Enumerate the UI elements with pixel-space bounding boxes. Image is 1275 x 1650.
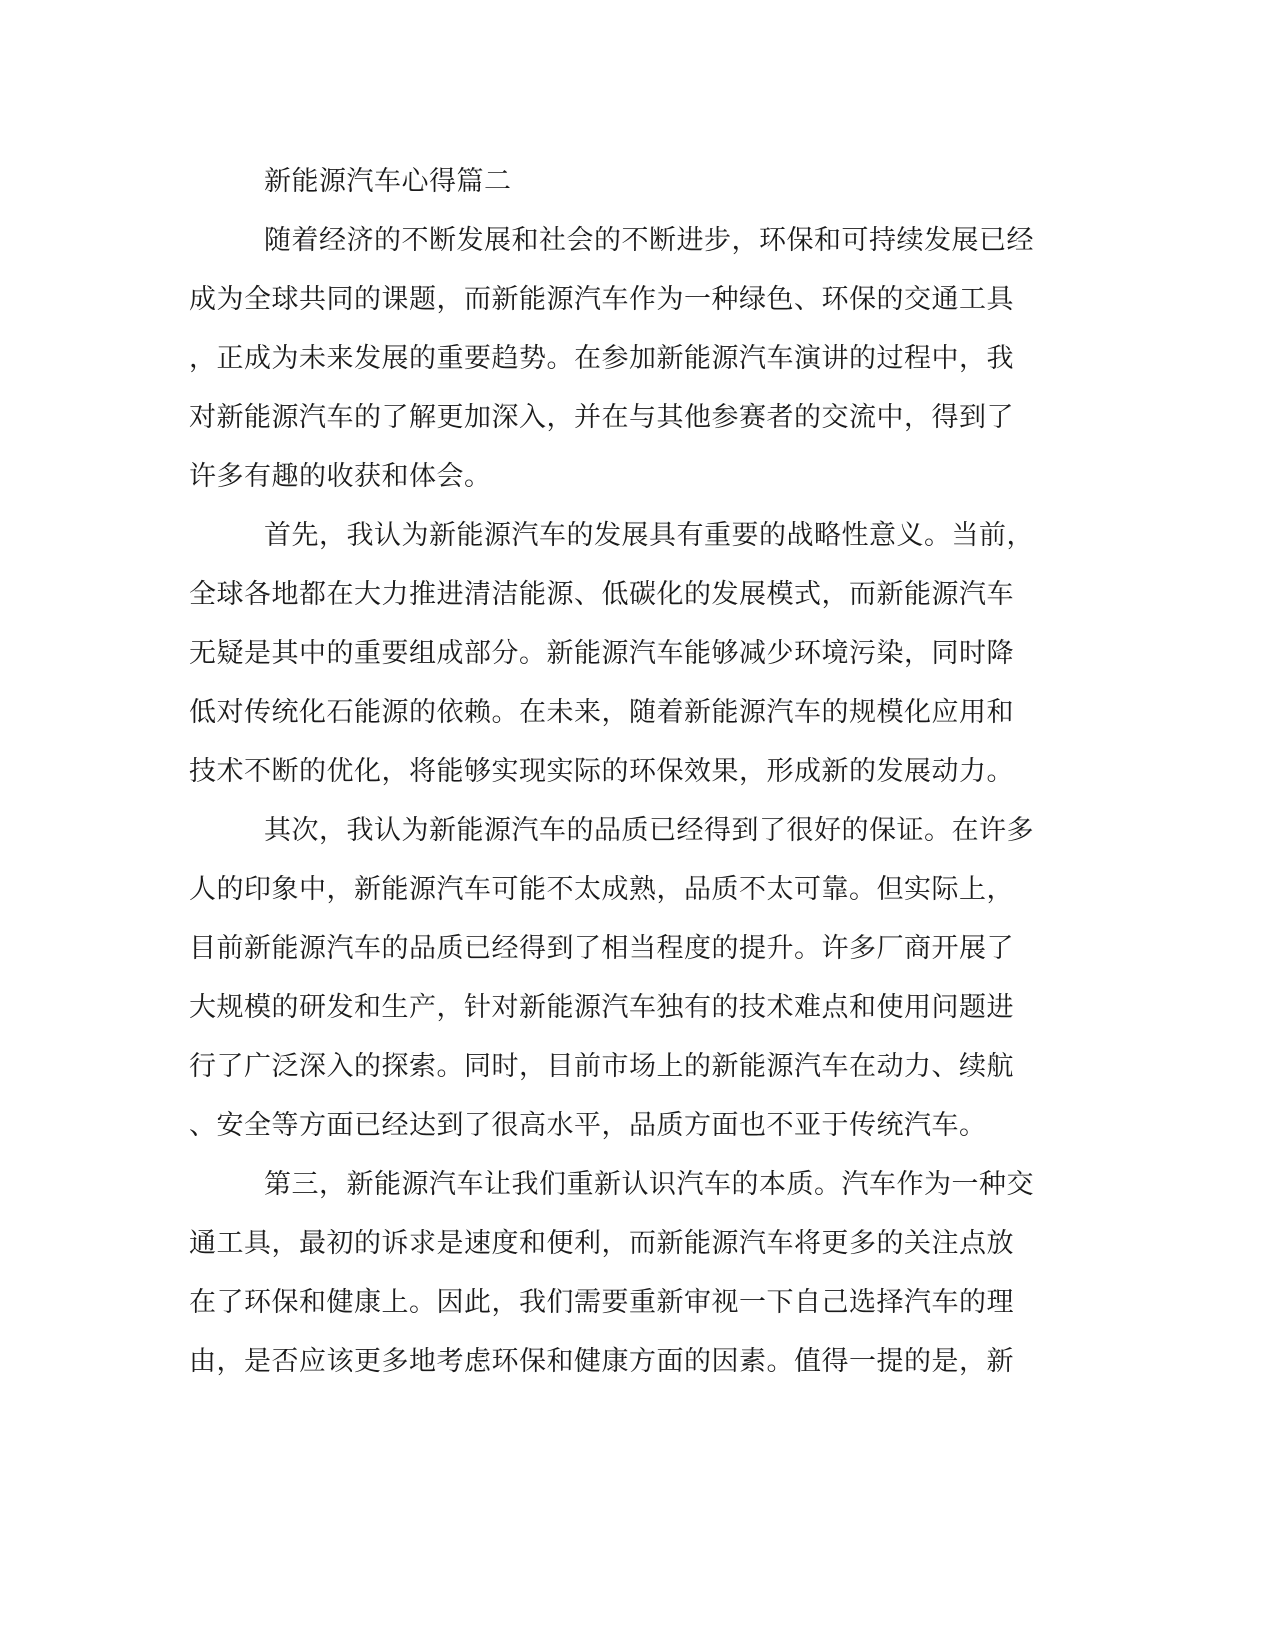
paragraph-2-line-4: 低对传统化石能源的依赖。在未来，随着新能源汽车的规模化应用和 (189, 697, 1014, 728)
paragraph-3-line-6: 、安全等方面已经达到了很高水平，品质方面也不亚于传统汽车。 (189, 1110, 987, 1141)
paragraph-1-line-3: ，正成为未来发展的重要趋势。在参加新能源汽车演讲的过程中，我 (189, 343, 1014, 374)
paragraph-3-line-4: 大规模的研发和生产，针对新能源汽车独有的技术难点和使用问题进 (189, 992, 1014, 1023)
paragraph-1-line-1: 随着经济的不断发展和社会的不断进步，环保和可持续发展已经 (264, 225, 1034, 256)
paragraph-4-line-1: 第三，新能源汽车让我们重新认识汽车的本质。汽车作为一种交 (264, 1169, 1034, 1200)
paragraph-3-line-3: 目前新能源汽车的品质已经得到了相当程度的提升。许多厂商开展了 (189, 933, 1014, 964)
paragraph-3-line-1: 其次，我认为新能源汽车的品质已经得到了很好的保证。在许多 (264, 815, 1034, 846)
paragraph-4-line-2: 通工具，最初的诉求是速度和便利，而新能源汽车将更多的关注点放 (189, 1228, 1014, 1259)
paragraph-4-line-4: 由，是否应该更多地考虑环保和健康方面的因素。值得一提的是，新 (189, 1346, 1014, 1377)
paragraph-1-line-4: 对新能源汽车的了解更加深入，并在与其他参赛者的交流中，得到了 (189, 402, 1014, 433)
paragraph-4-line-3: 在了环保和健康上。因此，我们需要重新审视一下自己选择汽车的理 (189, 1287, 1014, 1318)
document-title: 新能源汽车心得篇二 (264, 166, 512, 197)
paragraph-2-line-5: 技术不断的优化，将能够实现实际的环保效果，形成新的发展动力。 (189, 756, 1014, 787)
paragraph-2-line-1: 首先，我认为新能源汽车的发展具有重要的战略性意义。当前， (264, 520, 1034, 551)
paragraph-1-line-5: 许多有趣的收获和体会。 (189, 461, 492, 492)
paragraph-3-line-5: 行了广泛深入的探索。同时，目前市场上的新能源汽车在动力、续航 (189, 1051, 1014, 1082)
paragraph-2-line-3: 无疑是其中的重要组成部分。新能源汽车能够减少环境污染，同时降 (189, 638, 1014, 669)
paragraph-3-line-2: 人的印象中，新能源汽车可能不太成熟，品质不太可靠。但实际上， (189, 874, 1014, 905)
paragraph-2-line-2: 全球各地都在大力推进清洁能源、低碳化的发展模式，而新能源汽车 (189, 579, 1014, 610)
paragraph-1-line-2: 成为全球共同的课题，而新能源汽车作为一种绿色、环保的交通工具 (189, 284, 1014, 315)
